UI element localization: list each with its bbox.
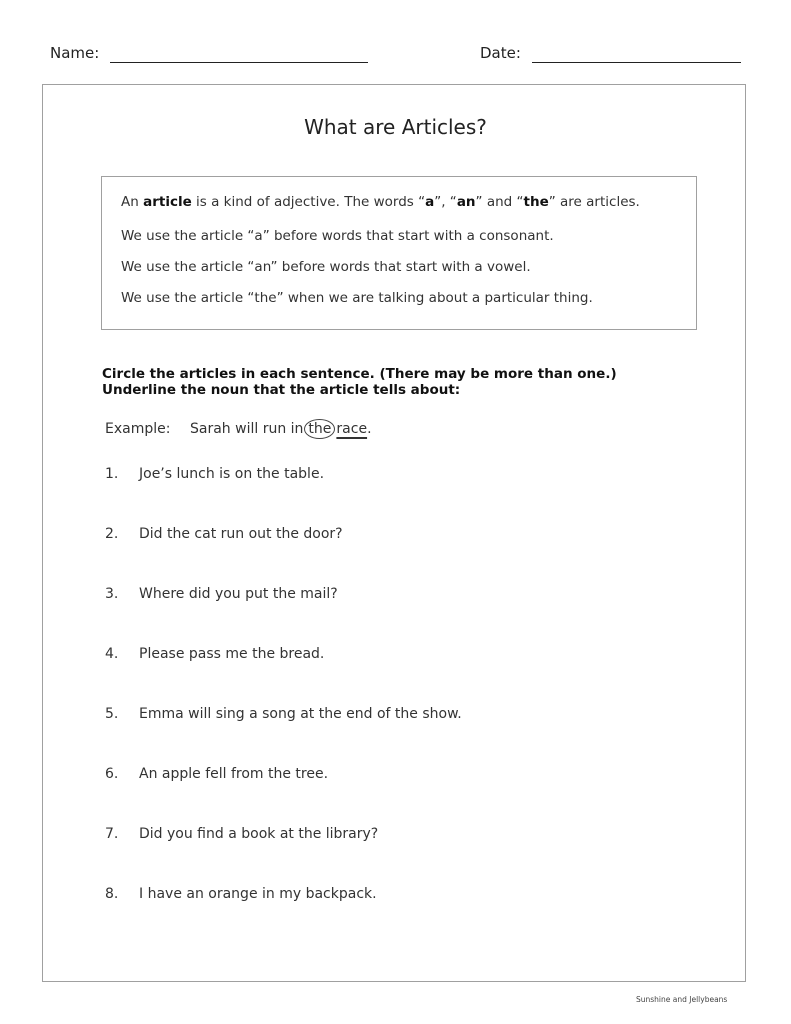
example-punctuation: .	[367, 421, 372, 437]
name-field-line[interactable]	[110, 62, 368, 63]
instruction-line-1: Circle the articles in each sentence. (There may be more than one.)	[102, 366, 617, 382]
question-text[interactable]: Emma will sing a song at the end of the show.	[139, 706, 462, 722]
instruction-line-2: Underline the noun that the article tells about:	[102, 382, 461, 398]
question-item[interactable]	[105, 706, 462, 722]
question-item[interactable]	[105, 586, 338, 602]
text: ” and “	[475, 194, 524, 210]
example-sentence	[105, 419, 372, 439]
date-field-line[interactable]	[532, 62, 741, 63]
page-title: What are Articles?	[304, 115, 487, 139]
question-text[interactable]: Where did you put the mail?	[139, 586, 338, 602]
question-number: 5.	[105, 706, 119, 722]
question-number: 4.	[105, 646, 119, 662]
question-number: 1.	[105, 466, 119, 482]
text: ” are articles.	[548, 194, 640, 210]
question-item[interactable]	[105, 466, 324, 482]
underlined-noun: race	[336, 421, 368, 437]
question-text[interactable]: An apple fell from the tree.	[139, 766, 329, 782]
question-number: 3.	[105, 586, 119, 602]
question-item[interactable]	[105, 886, 377, 902]
name-label: Name:	[50, 44, 100, 62]
bold-term: an	[456, 194, 476, 210]
definition-line-4: We use the article “the” when we are talking about a particular thing.	[121, 290, 593, 306]
question-number: 7.	[105, 826, 119, 842]
credit-footer: Sunshine and Jellybeans	[636, 995, 728, 1004]
question-text[interactable]: Joe’s lunch is on the table.	[139, 466, 325, 482]
circled-article: the	[304, 419, 335, 439]
question-number: 8.	[105, 886, 119, 902]
date-label: Date:	[480, 44, 521, 62]
bold-term: the	[523, 194, 549, 210]
question-number: 2.	[105, 526, 119, 542]
bold-term: a	[425, 194, 435, 210]
question-text[interactable]: Please pass me the bread.	[139, 646, 325, 662]
text: ”, “	[434, 194, 457, 210]
definition-line-1	[121, 194, 640, 210]
definition-line-2: We use the article “a” before words that start with a consonant.	[121, 228, 554, 244]
worksheet-header	[0, 42, 791, 66]
text: is a kind of adjective. The words “	[191, 194, 426, 210]
question-text[interactable]: Did you find a book at the library?	[139, 826, 379, 842]
question-item[interactable]	[105, 646, 324, 662]
example-label: Example:	[105, 421, 171, 437]
definition-box	[101, 176, 697, 330]
text: An	[121, 194, 144, 210]
question-item[interactable]	[105, 766, 328, 782]
question-text[interactable]: Did the cat run out the door?	[139, 526, 343, 542]
example-text: Sarah will run in	[190, 421, 304, 437]
question-item[interactable]	[105, 526, 343, 542]
question-text[interactable]: I have an orange in my backpack.	[139, 886, 377, 902]
question-number: 6.	[105, 766, 119, 782]
instructions	[102, 366, 617, 398]
definition-line-3: We use the article “an” before words that start with a vowel.	[121, 259, 531, 275]
question-item[interactable]	[105, 826, 378, 842]
bold-term: article	[143, 194, 192, 210]
